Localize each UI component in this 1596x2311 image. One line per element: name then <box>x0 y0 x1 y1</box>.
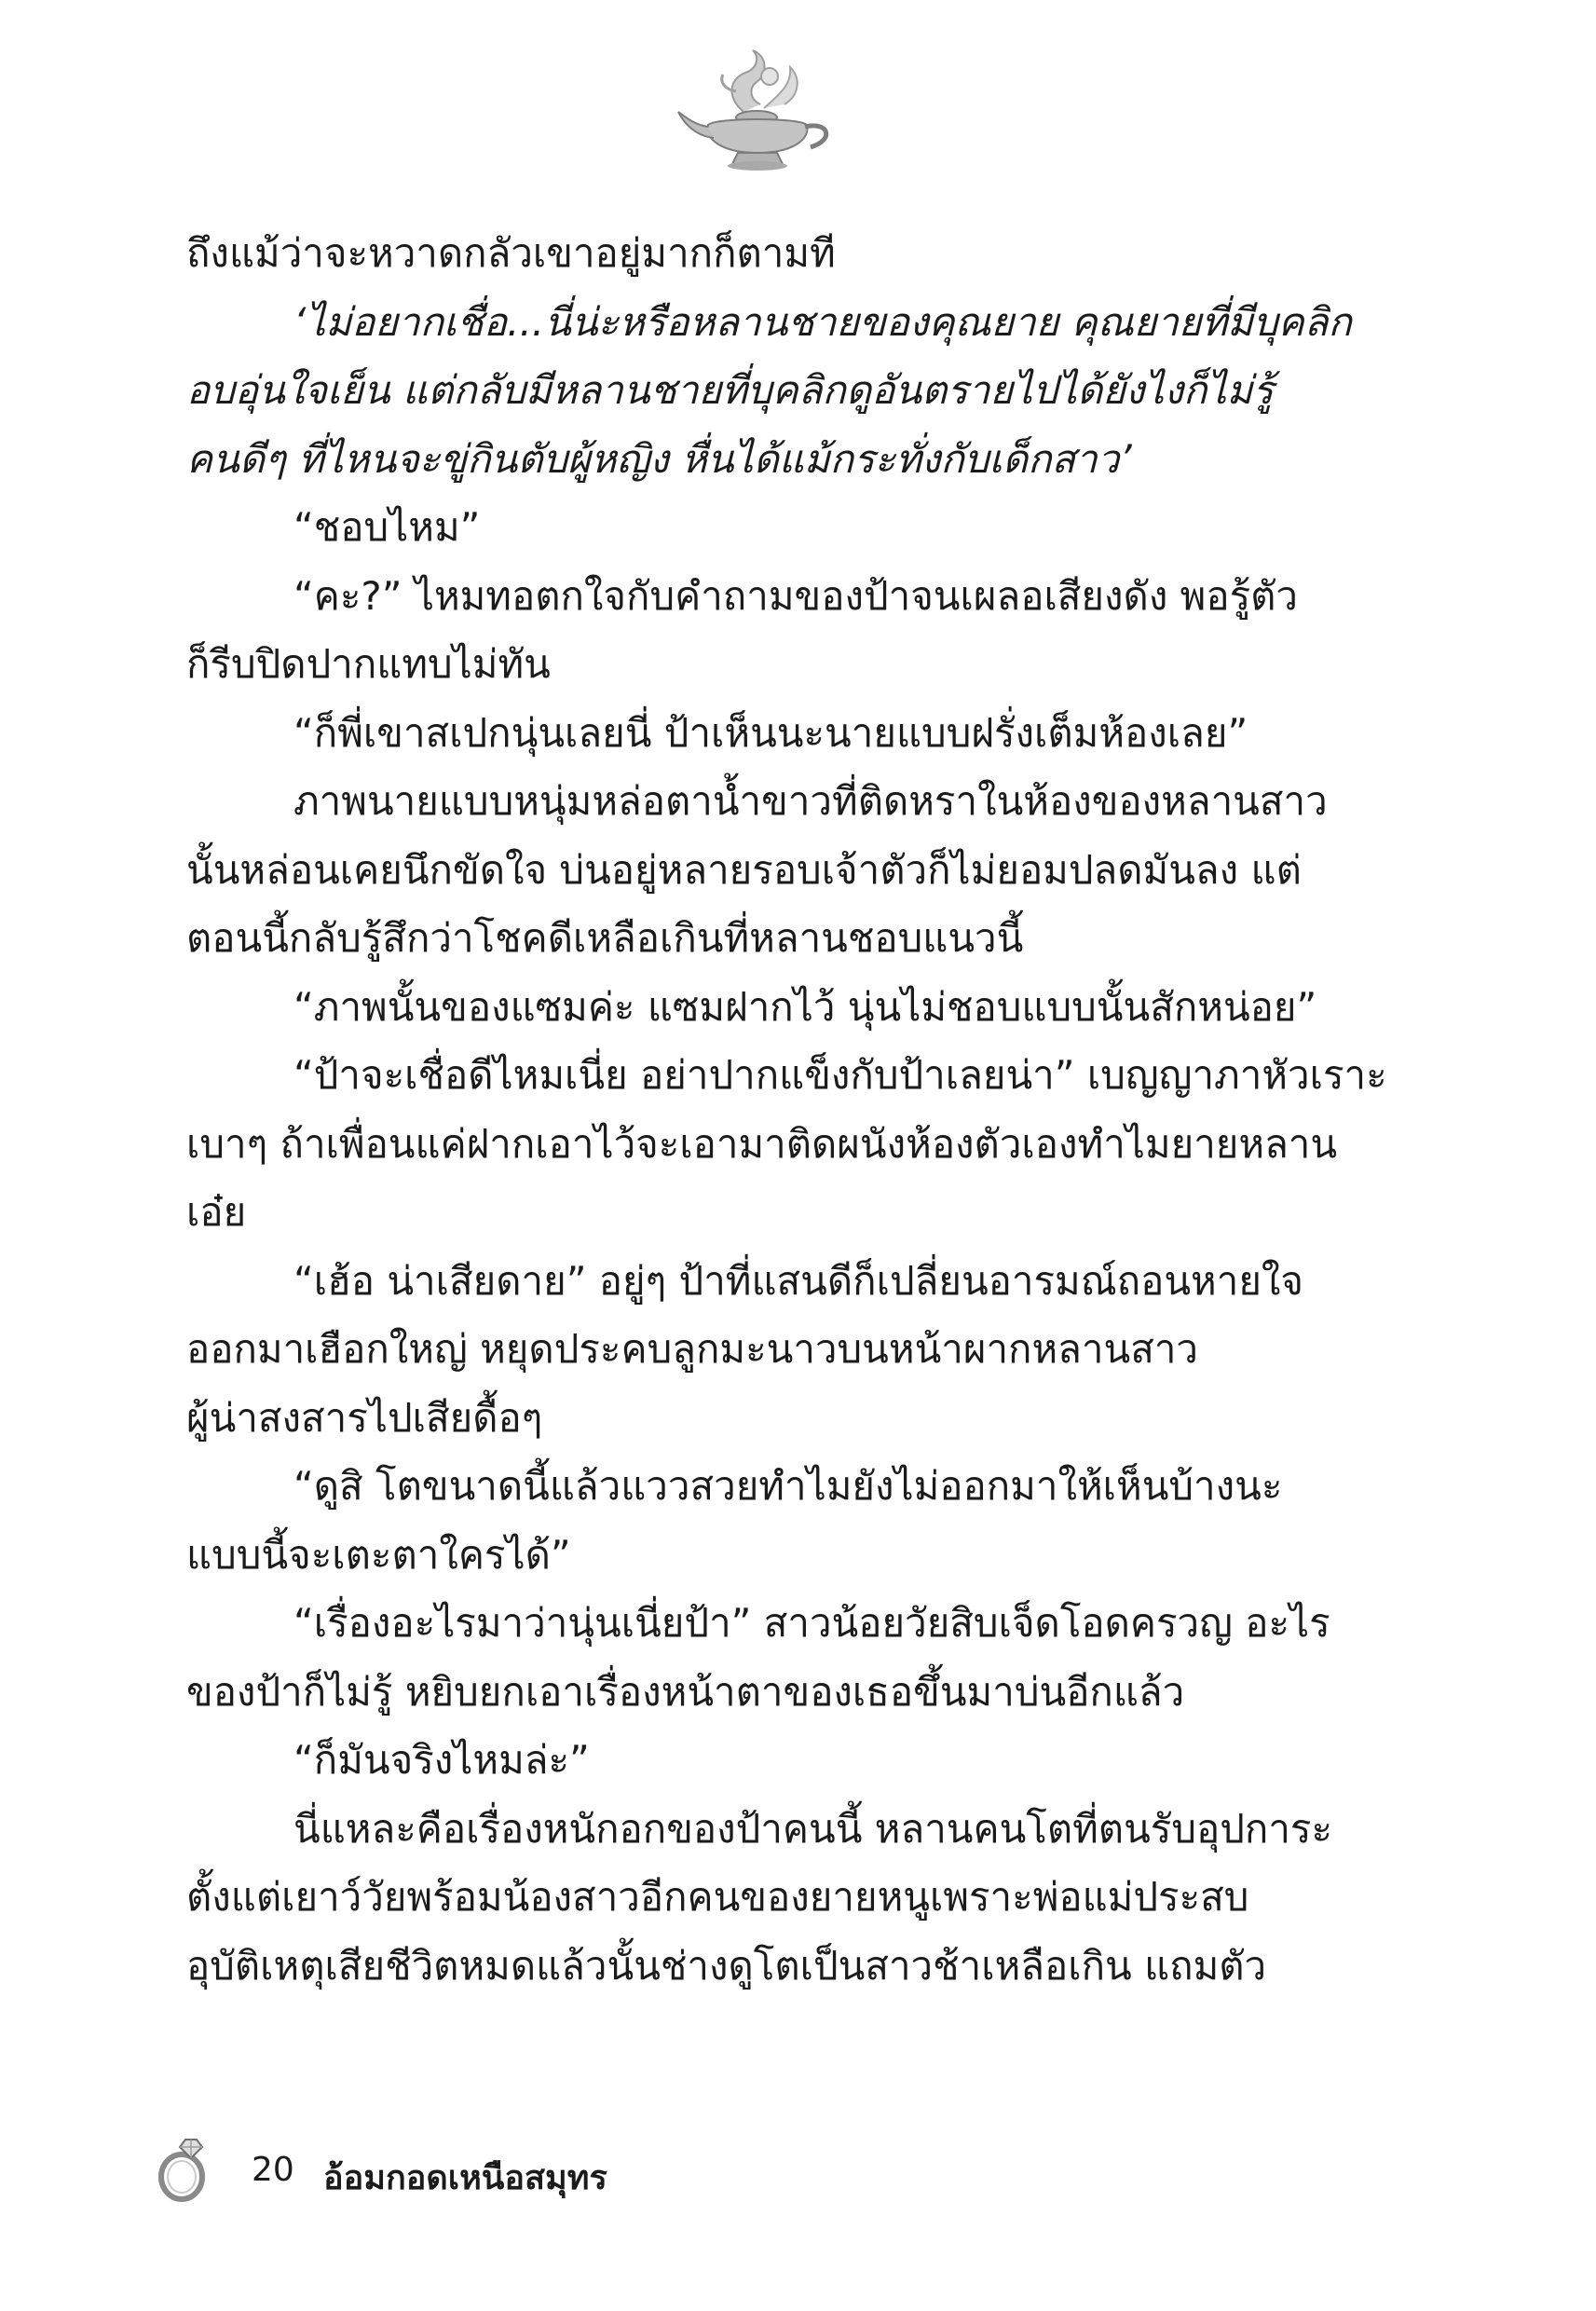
text-line: ผู้น่าสงสารไปเสียดื้อๆ <box>186 1394 543 1441</box>
page-footer <box>154 2134 899 2208</box>
text-line: “เรื่องอะไรมาว่านุ่นเนี่ยป้า” สาวน้อยวัยสิบเจ็ดโอดครวญ อะไร <box>293 1600 1330 1646</box>
text-line: ของป้าก็ไม่รู้ หยิบยกเอาเรื่องหน้าตาของเธอขึ้นมาบ่นอีกแล้ว <box>186 1668 1185 1715</box>
text-line: ถึงแม้ว่าจะหวาดกลัวเขาอยู่มากก็ตามที <box>186 230 836 276</box>
text-line: ‘ไม่อยากเชื่อ...นี่น่ะหรือหลานชายของคุณยาย คุณยายที่มีบุคลิก <box>293 298 1352 345</box>
text-line: ตอนนี้กลับรู้สึกว่าโชคดีเหลือเกินที่หลานชอบแนวนี้ <box>186 915 1024 961</box>
text-line: “คะ?” ไหมทอตกใจกับคำถามของป้าจนเผลอเสียงดัง พอรู้ตัว <box>293 572 1299 619</box>
page-number: 20 <box>252 2151 294 2189</box>
text-line: “ดูสิ โตขนาดนี้แล้วแววสวยทำไมยังไม่ออกมาให้เห็นบ้างนะ <box>293 1463 1283 1509</box>
text-line: นั้นหล่อนเคยนึกขัดใจ บ่นอยู่หลายรอบเจ้าตัวก็ไม่ยอมปลดมันลง แต่ <box>186 846 1302 893</box>
text-line: “ชอบไหม” <box>293 504 481 550</box>
text-line: “ก็มันจริงไหมล่ะ” <box>293 1737 590 1783</box>
text-line: อุบัติเหตุเสียชีวิตหมดแล้วนั้นช่างดูโตเป็นสาวช้าเหลือเกิน แถมตัว <box>186 1942 1267 1989</box>
text-line: ตั้งแต่เยาว์วัยพร้อมน้องสาวอีกคนของยายหนูเพราะพ่อแม่ประสบ <box>186 1874 1249 1920</box>
text-line: อบอุ่นใจเย็น แต่กลับมีหลานชายที่บุคลิกดูอันตรายไปได้ยังไงก็ไม่รู้ <box>186 367 1274 413</box>
diamond-ring-icon <box>154 2134 213 2203</box>
text-line: เอ๋ย <box>186 1189 247 1235</box>
text-line: เบาๆ ถ้าเพื่อนแค่ฝากเอาไว้จะเอามาติดผนังห้องตัวเองทำไมยายหลาน <box>186 1120 1338 1167</box>
text-line: แบบนี้จะเตะตาใครได้” <box>186 1531 571 1578</box>
text-line: นี่แหละคือเรื่องหนักอกของป้าคนนี้ หลานคนโตที่ตนรับอุปการะ <box>293 1805 1333 1852</box>
genie-lamp-icon <box>671 47 848 177</box>
text-line: “เฮ้อ น่าเสียดาย” อยู่ๆ ป้าที่แสนดีก็เปลี่ยนอารมณ์ถอนหายใจ <box>293 1257 1304 1304</box>
text-line: “ป้าจะเชื่อดีไหมเนี่ย อย่าปากแข็งกับป้าเลยน่า” เบญญาภาหัวเราะ <box>293 1052 1387 1098</box>
text-line: ภาพนายแบบหนุ่มหล่อตาน้ำขาวที่ติดหราในห้องของหลานสาว <box>293 778 1328 824</box>
book-title: อ้อมกอดเหนือสมุทร <box>323 2159 607 2197</box>
text-line: “ก็พี่เขาสเปกนุ่นเลยนี่ ป้าเห็นนะนายแบบฝรั่งเต็มห้องเลย” <box>293 709 1248 756</box>
text-line: ก็รีบปิดปากแทบไม่ทัน <box>186 641 551 687</box>
chapter-text <box>186 219 1387 2000</box>
text-line: “ภาพนั้นของแซมค่ะ แซมฝากไว้ นุ่นไม่ชอบแบบนั้นสักหน่อย” <box>293 983 1317 1030</box>
text-line: คนดีๆ ที่ไหนจะขู่กินตับผู้หญิง หื่นได้แม้กระทั่งกับเด็กสาว’ <box>186 435 1132 482</box>
text-line: ออกมาเฮือกใหญ่ หยุดประคบลูกมะนาวบนหน้าผากหลานสาว <box>186 1326 1199 1372</box>
